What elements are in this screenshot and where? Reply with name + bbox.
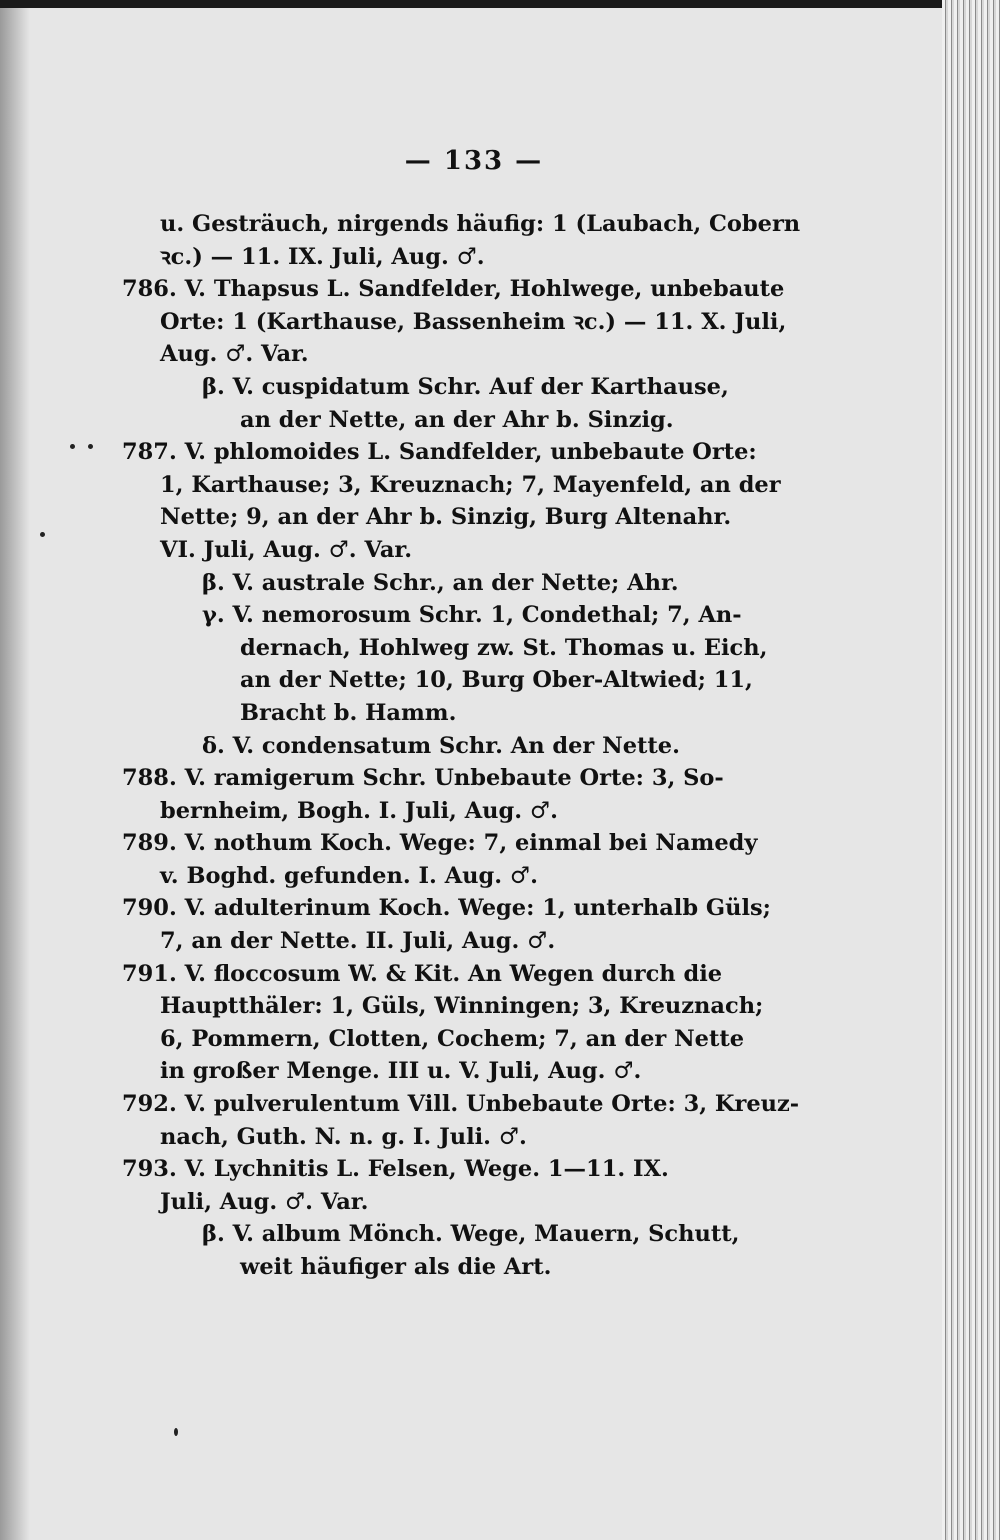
gutter-shadow bbox=[0, 8, 30, 1540]
ink-speck bbox=[88, 444, 93, 449]
text-line: 791. V. floccosum W. & Kit. An Wegen durch die bbox=[122, 960, 723, 987]
text-line: Nette; 9, an der Ahr b. Sinzig, Burg Altenahr. bbox=[160, 504, 732, 531]
text-line: 792. V. pulverulentum Vill. Unbebaute Orte: 3, Kreuz- bbox=[122, 1091, 800, 1118]
text-line: 6, Pommern, Clotten, Cochem; 7, an der Nette bbox=[160, 1025, 745, 1052]
page-edges bbox=[942, 0, 1000, 1540]
text-line: VI. Juli, Aug. ♂. Var. bbox=[160, 536, 413, 563]
text-line: β. V. album Mönch. Wege, Mauern, Schutt, bbox=[202, 1221, 740, 1248]
text-line: Hauptthäler: 1, Güls, Winningen; 3, Kreuznach; bbox=[160, 993, 764, 1020]
text-line: 787. V. phlomoides L. Sandfelder, unbebaute Orte: bbox=[122, 439, 757, 466]
page-text bbox=[122, 208, 812, 1284]
text-line: 788. V. ramigerum Schr. Unbebaute Orte: 3, So- bbox=[122, 765, 724, 792]
text-line: weit häufiger als die Art. bbox=[240, 1254, 552, 1280]
text-line: dernach, Hohlweg zw. St. Thomas u. Eich, bbox=[240, 634, 768, 661]
text-line: v. Boghd. gefunden. I. Aug. ♂. bbox=[160, 862, 538, 889]
ink-speck bbox=[70, 444, 75, 449]
text-line: an der Nette, an der Ahr b. Sinzig. bbox=[240, 406, 674, 433]
text-line: β. V. australe Schr., an der Nette; Ahr. bbox=[202, 569, 679, 596]
text-line: Orte: 1 (Karthause, Bassenheim ꝛc.) — 11. X. Juli, bbox=[160, 308, 787, 335]
text-line: in großer Menge. III u. V. Juli, Aug. ♂. bbox=[160, 1058, 642, 1085]
text-line: 789. V. nothum Koch. Wege: 7, einmal bei Namedy bbox=[122, 830, 758, 857]
page-header: — 133 — bbox=[404, 146, 544, 176]
text-line: nach, Guth. N. n. g. I. Juli. ♂. bbox=[160, 1123, 527, 1150]
text-line: u. Gesträuch, nirgends häufig: 1 (Laubach, Cobern bbox=[160, 211, 801, 237]
text-line: Aug. ♂. Var. bbox=[160, 341, 309, 368]
book-page bbox=[0, 8, 948, 1540]
text-line: δ. V. condensatum Schr. An der Nette. bbox=[202, 732, 680, 759]
text-line: 1, Karthause; 3, Kreuznach; 7, Mayenfeld, an der bbox=[160, 471, 781, 498]
ink-speck bbox=[174, 1428, 178, 1436]
text-line: 790. V. adulterinum Koch. Wege: 1, unterhalb Güls; bbox=[122, 895, 771, 922]
text-line: β. V. cuspidatum Schr. Auf der Karthause, bbox=[202, 373, 729, 400]
text-line: γ. V. nemorosum Schr. 1, Condethal; 7, An- bbox=[202, 602, 742, 629]
text-line: an der Nette; 10, Burg Ober-Altwied; 11, bbox=[240, 667, 753, 694]
text-line: ꝛc.) — 11. IX. Juli, Aug. ♂. bbox=[160, 243, 485, 270]
text-line: bernheim, Bogh. I. Juli, Aug. ♂. bbox=[160, 797, 558, 824]
ink-speck bbox=[40, 532, 45, 537]
text-line: 786. V. Thapsus L. Sandfelder, Hohlwege, unbebaute bbox=[122, 276, 785, 303]
text-line: 793. V. Lychnitis L. Felsen, Wege. 1—11. IX. bbox=[122, 1156, 669, 1183]
text-line: Bracht b. Hamm. bbox=[240, 699, 457, 726]
text-line: 7, an der Nette. II. Juli, Aug. ♂. bbox=[160, 928, 556, 955]
text-line: Juli, Aug. ♂. Var. bbox=[160, 1188, 369, 1215]
